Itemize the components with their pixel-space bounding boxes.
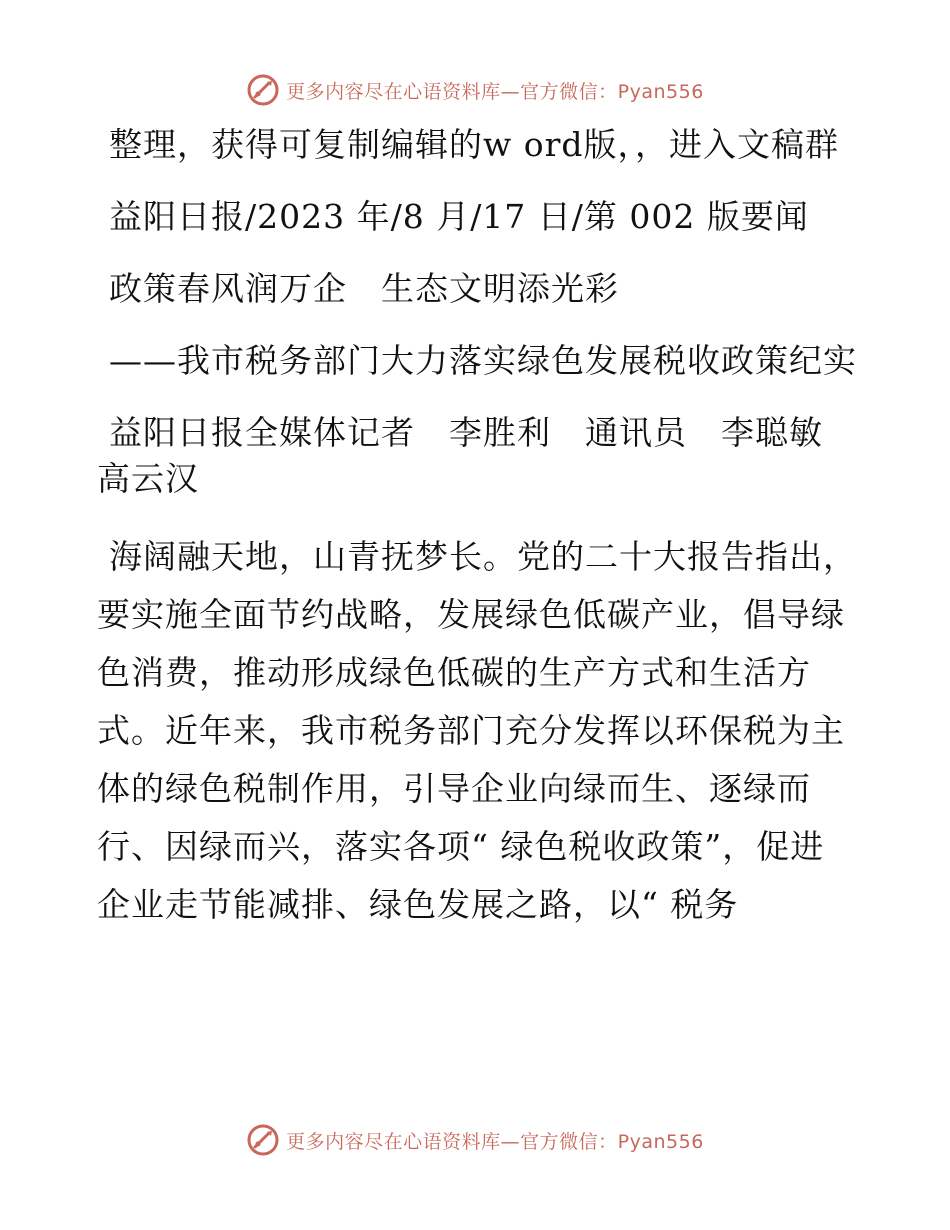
logo-icon [246,1123,280,1157]
document-content [97,122,857,934]
watermark-text: 更多内容尽在心语资料库—官方微信：Pyan556 [286,1130,704,1153]
footer-watermark [0,1120,950,1160]
logo-icon [246,73,280,107]
dateline: 益阳日报/2023 年/8 月/17 日/第 002 版要闻 [109,197,809,236]
intro-line: 整理，获得可复制编辑的w ord版，，进入文稿群 [109,125,840,164]
body-paragraph: 海阔融天地，山青抚梦长。党的二十大报告指出，要实施全面节约战略，发展绿色低碳产业，倡导绿色消费，推动形成绿色低碳的生产方式和生活方式。近年来，我市税务部门充分发挥以环保税为主体的绿色税制作用，引导企业向绿而生、逐绿而行、因绿而兴，落实各项“ 绿色税收政策”，促进企业走节能减排、绿色发展之路，以“ 税务 [97,537,857,924]
watermark-text: 更多内容尽在心语资料库—官方微信：Pyan556 [286,80,704,103]
headline: 政策春风润万企 生态文明添光彩 [109,269,619,308]
header-watermark [0,70,950,110]
subheadline: ——我市税务部门大力落实绿色发展税收政策纪实 [109,341,857,380]
byline: 益阳日报全媒体记者 李胜利 通讯员 李聪敏 高云汉 [97,413,857,498]
